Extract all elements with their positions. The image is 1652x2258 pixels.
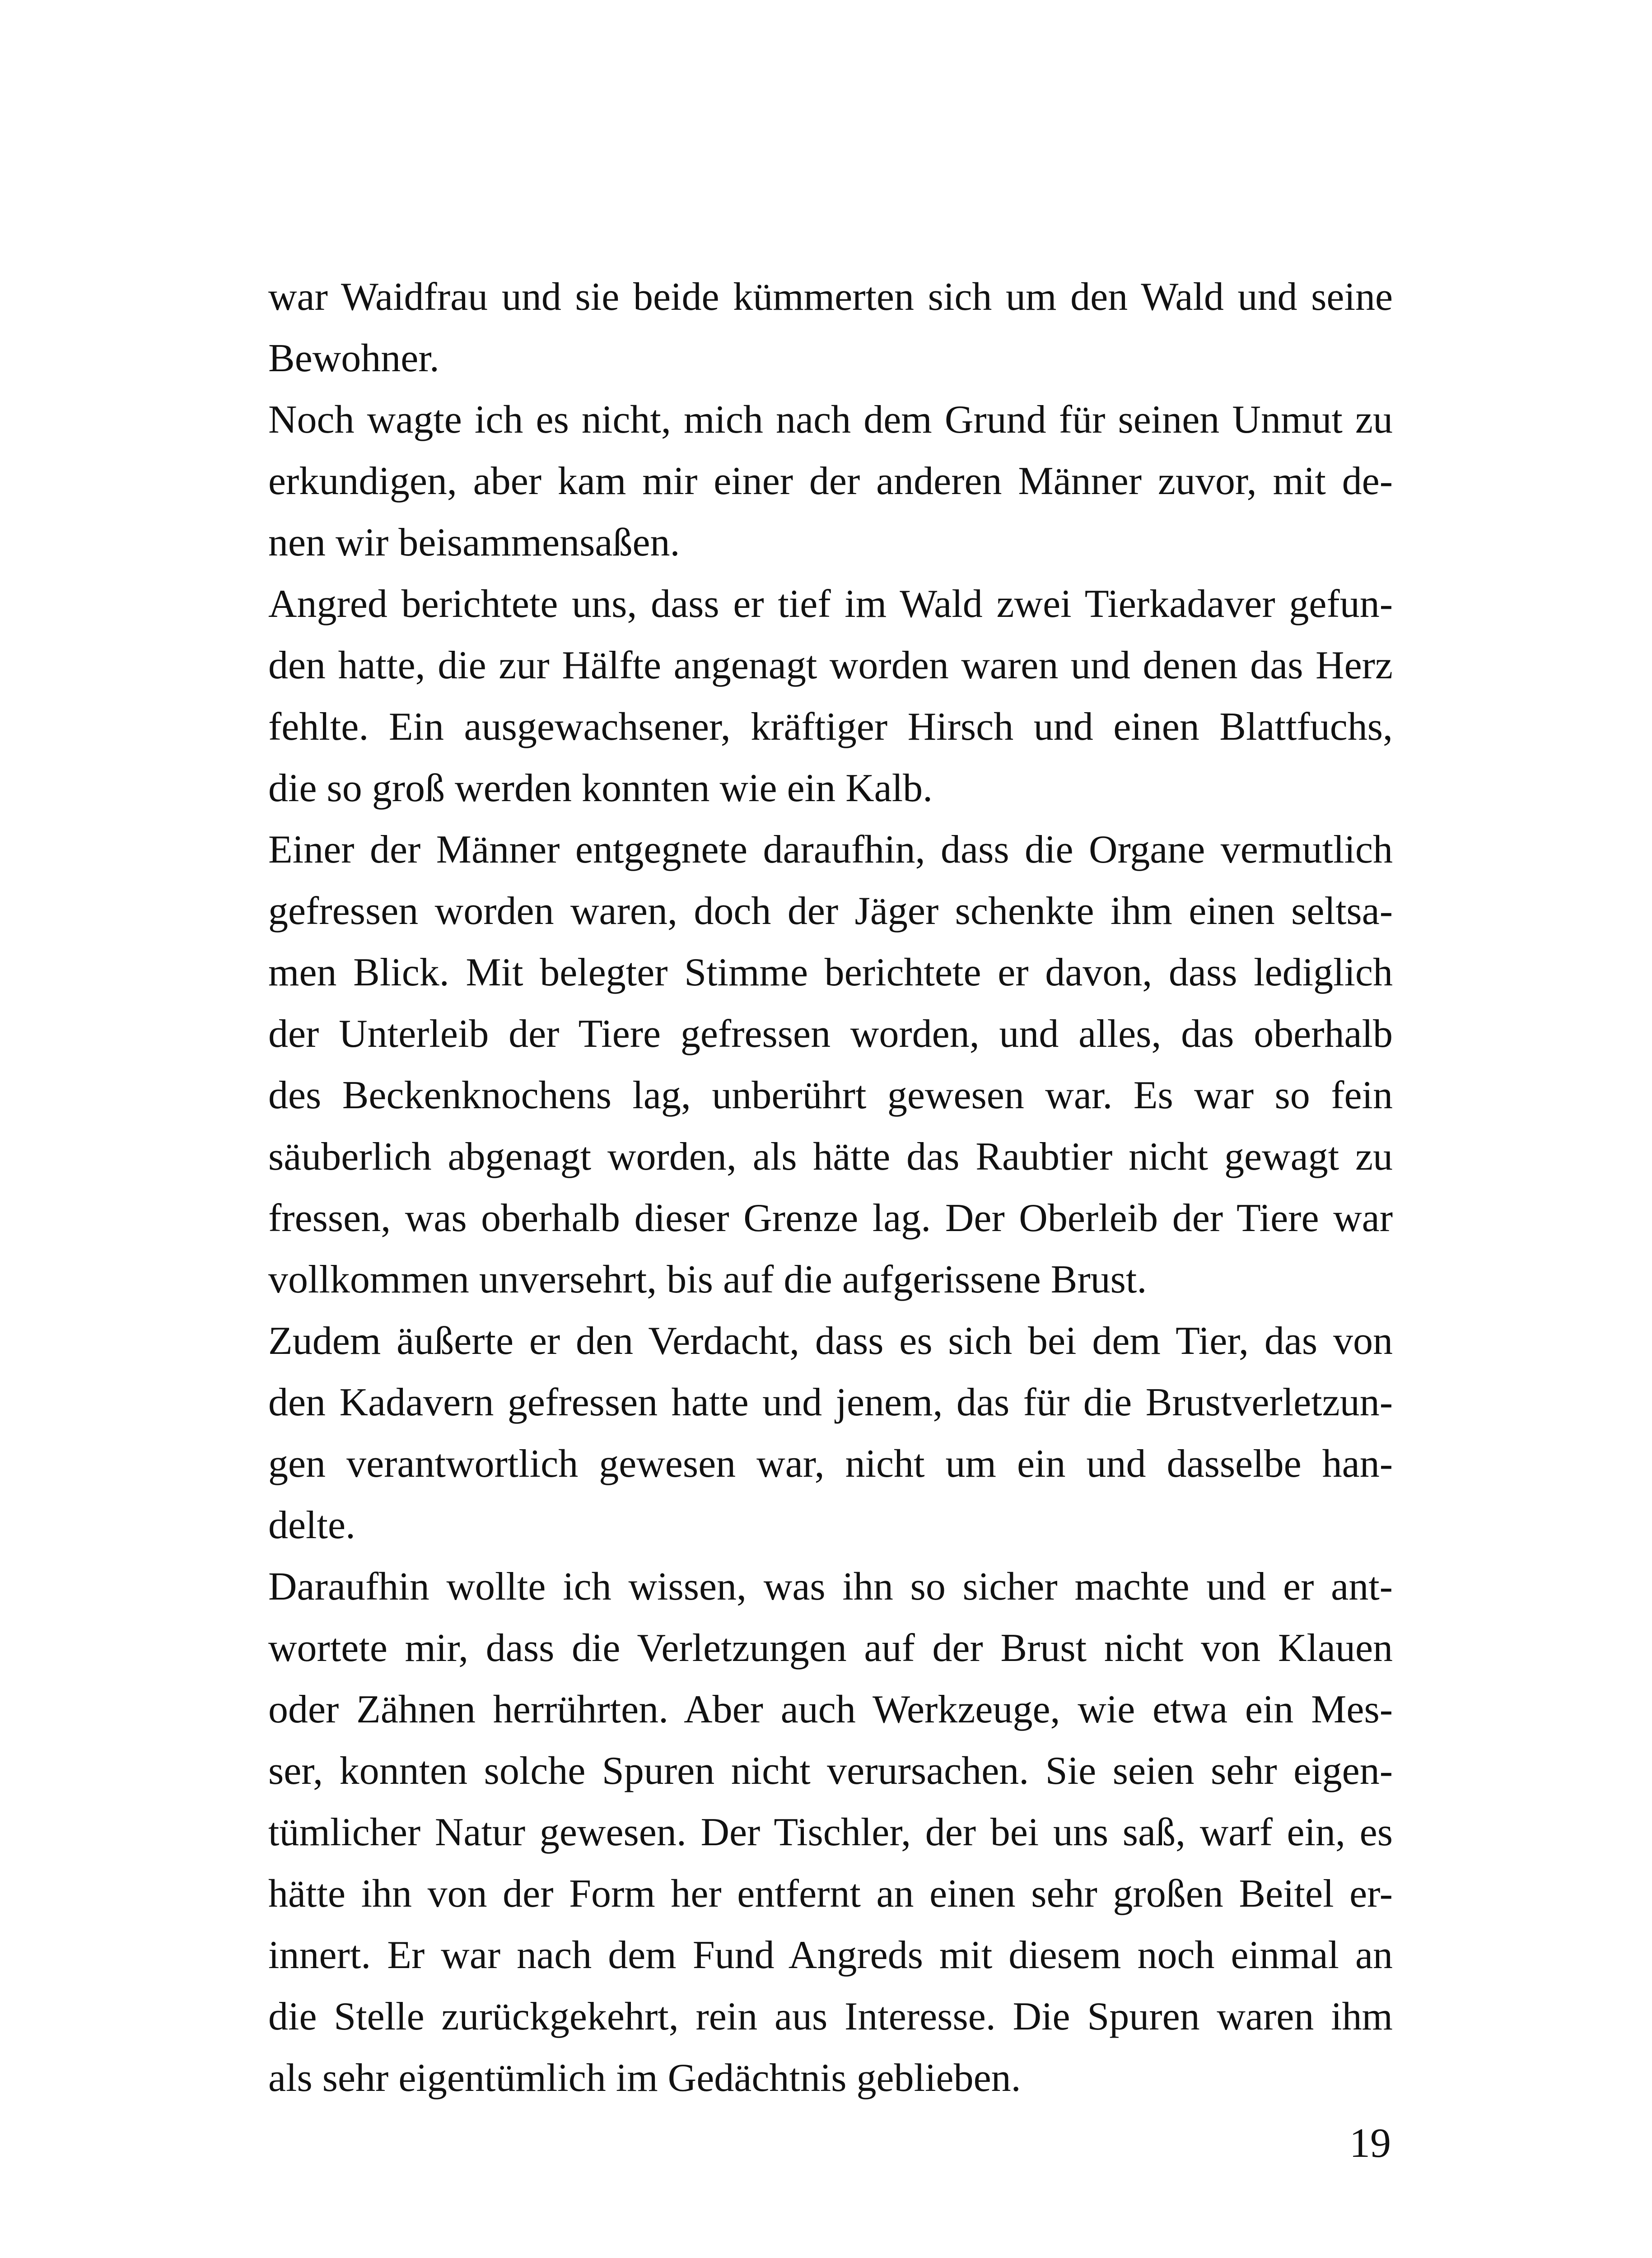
text-line: tümlicher Natur gewesen. Der Tischler, der bei uns saß, warf ein, es [268, 1810, 1393, 1854]
text-line: war Waidfrau und sie beide kümmerten sich um den Wald und seine [268, 275, 1393, 319]
text-line: erkundigen, aber kam mir einer der anderen Männer zuvor, mit de- [268, 459, 1393, 503]
text-line: Angred berichtete uns, dass er tief im Wald zwei Tierkadaver gefun- [268, 582, 1393, 626]
text-line: hätte ihn von der Form her entfernt an einen sehr großen Beitel er- [268, 1872, 1393, 1916]
text-line: men Blick. Mit belegter Stimme berichtete er davon, dass lediglich [268, 951, 1393, 994]
text-line: den Kadavern gefressen hatte und jenem, das für die Brustverletzun- [268, 1381, 1393, 1424]
text-line: innert. Er war nach dem Fund Angreds mit diesem noch einmal an [268, 1933, 1393, 1977]
text-line: delte. [268, 1503, 356, 1547]
text-line: fressen, was oberhalb dieser Grenze lag. Der Oberleib der Tiere war [268, 1196, 1393, 1240]
text-line: gen verantwortlich gewesen war, nicht um ein und dasselbe han- [268, 1442, 1393, 1486]
text-line: als sehr eigentümlich im Gedächtnis geblieben. [268, 2056, 1021, 2100]
text-line: säuberlich abgenagt worden, als hätte das Raubtier nicht gewagt zu [268, 1135, 1393, 1179]
text-line: wortete mir, dass die Verletzungen auf der Brust nicht von Klauen [268, 1626, 1393, 1670]
text-line: oder Zähnen herrührten. Aber auch Werkzeuge, wie etwa ein Mes- [268, 1688, 1393, 1731]
text-line: des Beckenknochens lag, unberührt gewesen war. Es war so fein [268, 1073, 1393, 1117]
text-line: die so groß werden konnten wie ein Kalb. [268, 766, 933, 810]
text-line: Bewohner. [268, 336, 439, 380]
text-line: Zudem äußerte er den Verdacht, dass es sich bei dem Tier, das von [268, 1319, 1393, 1363]
text-line: den hatte, die zur Hälfte angenagt worden waren und denen das Herz [268, 644, 1393, 687]
text-line: fehlte. Ein ausgewachsener, kräftiger Hirsch und einen Blattfuchs, [268, 705, 1393, 749]
text-line: der Unterleib der Tiere gefressen worden, und alles, das oberhalb [268, 1012, 1393, 1056]
page-number: 19 [1349, 2120, 1391, 2166]
body-text [268, 266, 1393, 2109]
text-line: ser, konnten solche Spuren nicht verursachen. Sie seien sehr eigen- [268, 1749, 1393, 1793]
text-line: gefressen worden waren, doch der Jäger schenkte ihm einen seltsa- [268, 889, 1393, 933]
text-line: Daraufhin wollte ich wissen, was ihn so sicher machte und er ant- [268, 1565, 1393, 1609]
text-line: Noch wagte ich es nicht, mich nach dem Grund für seinen Unmut zu [268, 398, 1393, 442]
text-line: nen wir beisammensaßen. [268, 521, 680, 564]
text-line: Einer der Männer entgegnete daraufhin, dass die Organe vermutlich [268, 828, 1393, 872]
text-line: vollkommen unversehrt, bis auf die aufgerissene Brust. [268, 1258, 1147, 1302]
text-line: die Stelle zurückgekehrt, rein aus Interesse. Die Spuren waren ihm [268, 1995, 1393, 2039]
